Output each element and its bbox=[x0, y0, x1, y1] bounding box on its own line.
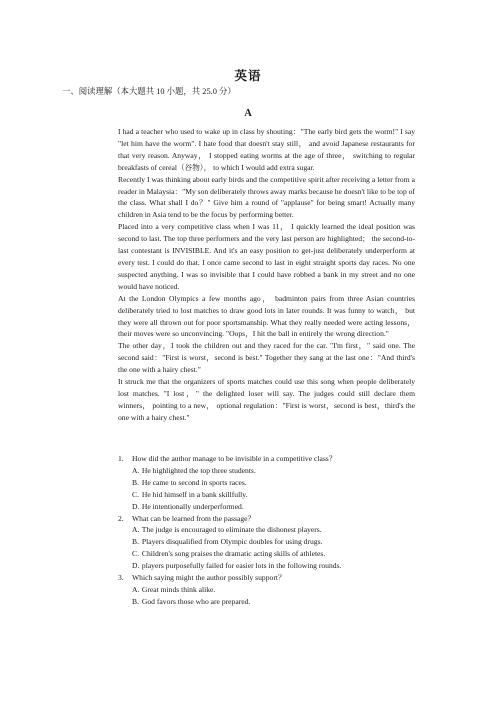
option bbox=[118, 465, 415, 477]
option-text: He hid himself in a bank skillfully. bbox=[141, 489, 248, 499]
option-text: Great minds think alike. bbox=[141, 584, 216, 594]
question-2 bbox=[118, 513, 415, 525]
question-number: 3. bbox=[118, 573, 124, 583]
option bbox=[118, 536, 415, 548]
option-text: Children's song praises the dramatic acting skills of athletes. bbox=[141, 549, 326, 559]
option bbox=[118, 477, 415, 489]
question-text: Which saying might the author possibly support？ bbox=[132, 573, 286, 583]
question-text: What can be learned from the passage？ bbox=[132, 513, 256, 523]
option-letter: D. bbox=[132, 501, 140, 511]
question-text: How did the author manage to be invisible in a competitive class？ bbox=[132, 454, 337, 463]
option bbox=[118, 501, 415, 513]
option-letter: C. bbox=[132, 489, 139, 499]
option-text: He highlighted the top three students. bbox=[141, 465, 256, 475]
section-header: 一、阅读理解（本大题共 10 小题，共 25.0 分） bbox=[62, 87, 236, 96]
page-title: 英语 bbox=[234, 69, 262, 83]
option-text: Players disqualified from Olympic doubles for using drugs. bbox=[141, 537, 323, 547]
option-letter: D. bbox=[132, 561, 140, 571]
option bbox=[118, 548, 415, 560]
option bbox=[118, 489, 415, 501]
option-text: The judge is encouraged to eliminate the dishonest players. bbox=[141, 525, 322, 535]
option-letter: B. bbox=[132, 596, 139, 606]
paragraph: Placed into a very competitive class when I was 11， I quickly learned the ideal position was second to last. The top three performers and the very last person are highlighted； the second-to-last contestant is INVISIBLE. And it's an easy position to get-just deliberately underperform at every test. I could do that. I once came second to last in eight straight sports day races. No one suspected anything. I was so invisible that I could have robbed a bank in my street and no one would have noticed. bbox=[118, 222, 415, 291]
question-1 bbox=[118, 453, 415, 465]
option-letter: C. bbox=[132, 549, 139, 559]
question-number: 2. bbox=[118, 513, 124, 523]
paragraph: Recently I was thinking about early birds and the competitive spirit after receiving a letter from a reader in Malaysia："My son deliberately throws away marks because he doesn't like to be top of the class. What shall I do？" Give him a round of "applause" for being smart! Actually many children in Asia tend to be the focus by performing better. bbox=[118, 174, 415, 220]
question-number: 1. bbox=[118, 454, 124, 463]
option-letter: B. bbox=[132, 537, 139, 547]
paragraph: The other day，I took the children out and they raced for the car. "I'm first，" said one. The second said："First is worst，second is best." Together they sang at the last one："And third's the one with a hairy chest." bbox=[118, 341, 415, 375]
option-letter: A. bbox=[132, 525, 140, 535]
option-text: players purposefully failed for easier lots in the following rounds. bbox=[141, 561, 342, 571]
option bbox=[118, 560, 415, 572]
option bbox=[118, 524, 415, 536]
option-letter: B. bbox=[132, 477, 139, 487]
option-letter: A. bbox=[132, 465, 140, 475]
paragraph: I had a teacher who used to wake up in class by shouting："The early bird gets the worm!" I say "let him have the worm". I hate food that doesn't stay still， and avoid Japanese restaurants for that very reason. Anyway， I stopped eating worms at the age of three， switching to regular breakfasts of cereal（谷物）， to which I would add extra sugar. bbox=[118, 127, 415, 172]
option-text: He came to second in sports races. bbox=[141, 477, 247, 487]
passage-label: A bbox=[244, 108, 252, 119]
option bbox=[118, 584, 415, 596]
option bbox=[118, 596, 415, 608]
option-text: God favors those who are prepared. bbox=[141, 596, 251, 606]
paragraph: At the London Olympics a few months ago， badminton pairs from three Asian countries deliberately tried to lost matches to draw good lots in later rounds. It was funny to watch， but they were all thrown out for poor sportsmanship. What they really needed were acting lessons， their moves were so unconvincing. "Oops，I hit the ball in entirely the wrong direction." bbox=[118, 293, 415, 339]
option-letter: A. bbox=[132, 584, 140, 594]
paragraph: It struck me that the organizers of sports matches could use this song when people deliberately lost matches. "I lost，" the delighted loser will say. The judges could still declare them winners， pointing to a new， optional regulation："First is worst，second is best，third's the one with a hairy chest." bbox=[118, 377, 415, 422]
passage-body bbox=[118, 126, 415, 424]
question-3 bbox=[118, 572, 415, 584]
option-text: He intentionally underperformed. bbox=[141, 501, 244, 511]
question-list bbox=[118, 453, 415, 608]
